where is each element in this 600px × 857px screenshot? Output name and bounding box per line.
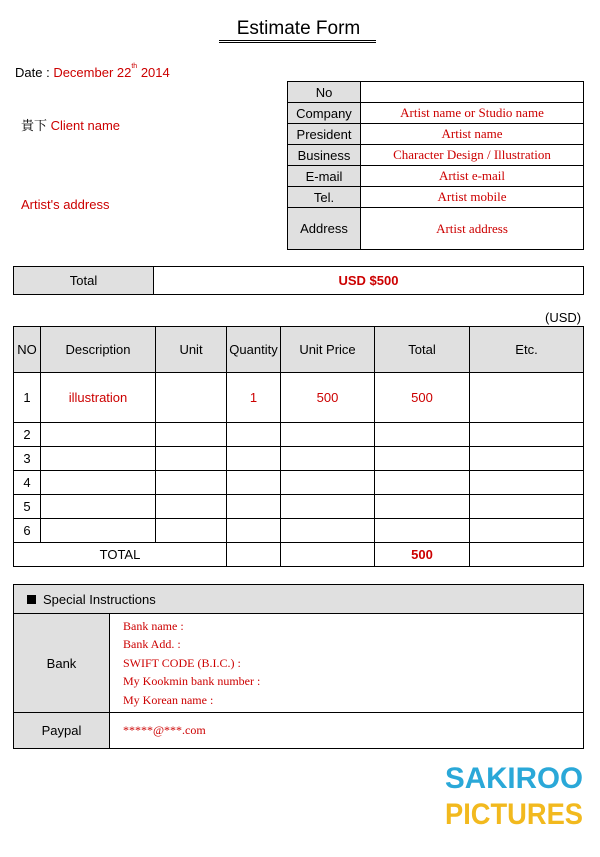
row-unit-price xyxy=(281,519,375,543)
logo-line-top: SAKIROO xyxy=(445,762,583,795)
grand-total-table xyxy=(13,266,584,295)
page-title: Estimate Form xyxy=(236,18,361,39)
info-value: Artist name or Studio name xyxy=(361,103,584,124)
grand-total-label: Total xyxy=(14,267,154,295)
row-quantity xyxy=(227,495,281,519)
row-total xyxy=(375,519,470,543)
info-label: Business xyxy=(288,145,361,166)
row-description xyxy=(41,471,156,495)
artist-address-left: Artist's address xyxy=(21,197,110,212)
row-unit-price xyxy=(281,423,375,447)
bank-line: Bank name : xyxy=(123,618,184,633)
row-unit xyxy=(156,373,227,423)
square-bullet-icon xyxy=(27,595,36,604)
info-row xyxy=(288,124,584,145)
row-no: 1 xyxy=(14,373,41,423)
date-value: December 22th 2014 xyxy=(53,63,170,80)
special-instructions-header xyxy=(14,585,584,614)
bank-line: SWIFT CODE (B.I.C.) : xyxy=(123,655,241,670)
row-unit xyxy=(156,495,227,519)
row-etc xyxy=(470,519,584,543)
table-total-empty xyxy=(470,543,584,567)
row-description xyxy=(41,495,156,519)
date-label: Date : xyxy=(15,65,50,80)
column-header: Etc. xyxy=(470,327,584,373)
row-unit xyxy=(156,423,227,447)
table-row xyxy=(14,519,584,543)
column-header: Unit xyxy=(156,327,227,373)
line-items-table xyxy=(13,326,584,567)
column-header: Quantity xyxy=(227,327,281,373)
row-no: 5 xyxy=(14,495,41,519)
row-total xyxy=(375,447,470,471)
row-etc xyxy=(470,423,584,447)
row-total xyxy=(375,423,470,447)
row-unit xyxy=(156,519,227,543)
info-label: E-mail xyxy=(288,166,361,187)
info-row xyxy=(288,145,584,166)
row-etc xyxy=(470,447,584,471)
info-value: Artist mobile xyxy=(361,187,584,208)
row-unit-price xyxy=(281,447,375,471)
table-row xyxy=(14,495,584,519)
issuer-info-table xyxy=(287,81,584,250)
sakiroo-pictures-logo xyxy=(444,758,584,828)
info-value: Artist e-mail xyxy=(361,166,584,187)
table-total-label: TOTAL xyxy=(14,543,227,567)
row-description xyxy=(41,519,156,543)
column-header: NO xyxy=(14,327,41,373)
info-label: No xyxy=(288,82,361,103)
row-no: 2 xyxy=(14,423,41,447)
info-value: Artist name xyxy=(361,124,584,145)
client-line xyxy=(21,115,120,134)
info-value: Artist address xyxy=(361,208,584,250)
row-description xyxy=(41,447,156,471)
column-header: Description xyxy=(41,327,156,373)
table-row xyxy=(14,447,584,471)
info-label: Tel. xyxy=(288,187,361,208)
table-row xyxy=(14,423,584,447)
table-total-empty xyxy=(281,543,375,567)
row-description: illustration xyxy=(41,373,156,423)
special-instructions-title: Special Instructions xyxy=(43,591,156,607)
bank-line: Bank Add. : xyxy=(123,637,181,652)
logo-line-bottom: PICTURES xyxy=(445,798,583,828)
info-row xyxy=(288,208,584,250)
info-row xyxy=(288,166,584,187)
paypal-label: Paypal xyxy=(14,713,110,749)
date-line xyxy=(15,65,170,80)
row-unit-price xyxy=(281,471,375,495)
row-etc xyxy=(470,495,584,519)
row-etc xyxy=(470,373,584,423)
bank-label: Bank xyxy=(14,614,110,713)
row-unit-price xyxy=(281,495,375,519)
row-total xyxy=(375,495,470,519)
row-total xyxy=(375,471,470,495)
row-no: 3 xyxy=(14,447,41,471)
row-quantity xyxy=(227,519,281,543)
bank-line: My Kookmin bank number : xyxy=(123,674,261,689)
title-underline xyxy=(219,40,376,43)
row-quantity xyxy=(227,471,281,495)
special-instructions-table xyxy=(13,584,584,749)
table-total-empty xyxy=(227,543,281,567)
row-quantity xyxy=(227,423,281,447)
client-honorific: 貴下 xyxy=(21,118,48,133)
row-unit-price: 500 xyxy=(281,373,375,423)
row-etc xyxy=(470,471,584,495)
info-row xyxy=(288,103,584,124)
info-row xyxy=(288,82,584,103)
table-header-row xyxy=(14,327,584,373)
bank-details xyxy=(110,614,584,713)
row-unit xyxy=(156,447,227,471)
table-row xyxy=(14,471,584,495)
bank-line: My Korean name : xyxy=(123,692,214,707)
currency-note: (USD) xyxy=(545,310,582,325)
info-label: Company xyxy=(288,103,361,124)
row-quantity: 1 xyxy=(227,373,281,423)
grand-total-value: USD $500 xyxy=(154,267,584,295)
paypal-value: *****@***.com xyxy=(110,713,584,749)
info-label: Address xyxy=(288,208,361,250)
row-description xyxy=(41,423,156,447)
column-header: Unit Price xyxy=(281,327,375,373)
row-no: 4 xyxy=(14,471,41,495)
row-no: 6 xyxy=(14,519,41,543)
table-total-value: 500 xyxy=(375,543,470,567)
info-label: President xyxy=(288,124,361,145)
info-row xyxy=(288,187,584,208)
table-row xyxy=(14,373,584,423)
info-value: Character Design / Illustration xyxy=(361,145,584,166)
row-quantity xyxy=(227,447,281,471)
column-header: Total xyxy=(375,327,470,373)
row-unit xyxy=(156,471,227,495)
client-name: Client name xyxy=(50,118,121,133)
table-total-row xyxy=(14,543,584,567)
row-total: 500 xyxy=(375,373,470,423)
info-value xyxy=(361,82,584,103)
